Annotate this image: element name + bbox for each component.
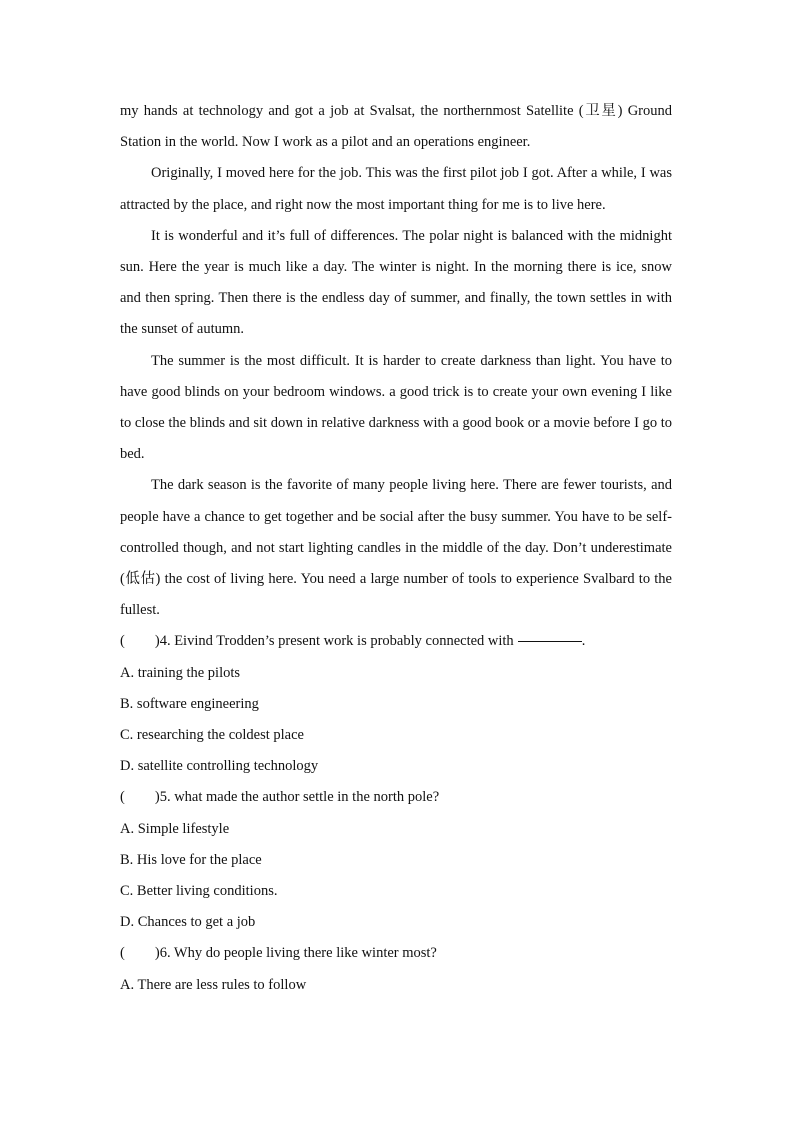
passage-paragraph-2: Originally, I moved here for the job. This was the first pilot job I got. After a while, I was attracted by the place, and right now the most important thing for me is to live here. [120, 165, 672, 213]
option-4a[interactable]: A. training the pilots [120, 664, 241, 681]
question-6 [120, 938, 672, 969]
option-4c[interactable]: C. researching the coldest place [120, 727, 304, 744]
answer-paren-open: ( [120, 945, 125, 962]
passage-paragraph-3: It is wonderful and it’s full of differences. The polar night is balanced with the midnight sun. Here the year is much like a day. The winter is night. In the morning there is ice, snow and then spring. Then there is the endless day of summer, and finally, the town settles in with the sunset of autumn. [120, 227, 672, 338]
question-stem: 6. Why do people living there like winter most? [159, 945, 437, 962]
question-5 [120, 782, 672, 813]
option-5a[interactable]: A. Simple lifestyle [120, 820, 230, 837]
page-content [120, 96, 672, 1001]
option-5c[interactable]: C. Better living conditions. [120, 883, 278, 900]
option-5d[interactable]: D. Chances to get a job [120, 914, 256, 931]
answer-paren-close: ) [154, 633, 160, 650]
answer-paren-close: ) [154, 789, 160, 806]
question-stem: 4. Eivind Trodden’s present work is probably connected with [159, 633, 514, 650]
passage-paragraph-4: The summer is the most difficult. It is harder to create darkness than light. You have to have good blinds on your bedroom windows. a good trick is to create your own evening I like to close the blinds and sit down in relative darkness with a good book or a movie before I go to bed. [120, 352, 672, 463]
option-4d[interactable]: D. satellite controlling technology [120, 758, 319, 775]
passage-paragraph-1: my hands at technology and got a job at Svalsat, the northernmost Satellite (卫星) Ground Station in the world. Now I work as a pilot and an operations engineer. [120, 103, 672, 151]
question-4 [120, 626, 672, 657]
passage-paragraph-5: The dark season is the favorite of many people living here. There are fewer tourists, and people have a chance to get together and be social after the busy summer. You have to be self-controlled though, and not start lighting candles in the middle of the day. Don’t underestimate (低估) the cost of living here. You need a large number of tools to experience Svalbard to the fullest. [120, 477, 672, 619]
fill-in-blank-line[interactable] [518, 640, 582, 642]
answer-paren-close: ) [154, 945, 160, 962]
answer-paren-open: ( [120, 789, 125, 806]
option-5b[interactable]: B. His love for the place [120, 851, 262, 868]
option-4b[interactable]: B. software engineering [120, 695, 259, 712]
option-6a[interactable]: A. There are less rules to follow [120, 976, 307, 993]
question-end-mark: . [581, 633, 586, 650]
answer-paren-open: ( [120, 633, 125, 650]
question-stem: 5. what made the author settle in the north pole? [159, 789, 440, 806]
